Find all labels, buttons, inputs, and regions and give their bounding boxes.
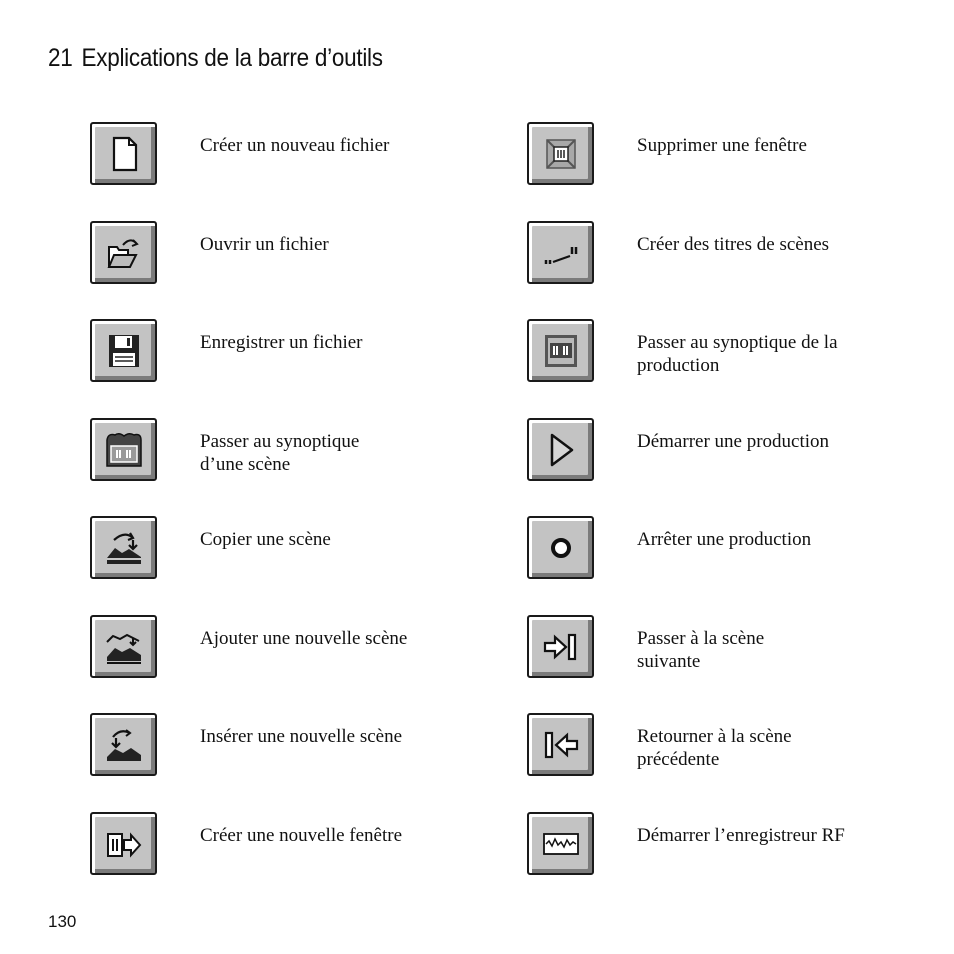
scene-storyboard-button[interactable] <box>90 418 157 481</box>
toolbar-entry <box>90 122 510 188</box>
toolbar-entry <box>527 418 947 484</box>
description-line: Copier une scène <box>200 529 331 550</box>
previous-scene-icon <box>541 725 581 765</box>
open-folder-button[interactable] <box>90 221 157 284</box>
delete-window-icon <box>541 134 581 174</box>
description-line: production <box>637 355 720 376</box>
scene-titles-icon <box>541 233 581 273</box>
next-scene-icon <box>541 627 581 667</box>
toolbar-entry <box>527 319 947 385</box>
description-line: d’une scène <box>200 454 291 475</box>
toolbar-entry-description <box>200 331 362 354</box>
toolbar-entry <box>527 516 947 582</box>
play-icon <box>541 430 581 470</box>
description-line: Créer un nouveau fichier <box>200 135 390 156</box>
stop-button[interactable] <box>527 516 594 579</box>
toolbar-entry <box>90 221 510 287</box>
page-title <box>48 44 383 73</box>
scene-titles-button[interactable] <box>527 221 594 284</box>
toolbar-entry <box>90 418 510 484</box>
insert-scene-button[interactable] <box>90 713 157 776</box>
copy-scene-icon <box>104 528 144 568</box>
toolbar-entry-description <box>200 233 329 256</box>
copy-scene-button[interactable] <box>90 516 157 579</box>
description-line: Enregistrer un fichier <box>200 332 363 353</box>
scene-storyboard-icon <box>104 430 144 470</box>
floppy-disk-button[interactable] <box>90 319 157 382</box>
toolbar-entry <box>527 615 947 681</box>
toolbar-entry-description <box>637 430 829 453</box>
chapter-number: 21 <box>48 44 73 72</box>
description-line: suivante <box>637 651 701 672</box>
toolbar-entry <box>527 122 947 188</box>
toolbar-entry-description <box>637 725 792 771</box>
description-line: Démarrer une production <box>637 431 830 452</box>
description-line: Passer au synoptique <box>200 431 360 452</box>
toolbar-entry-description <box>200 725 402 748</box>
rf-recorder-button[interactable] <box>527 812 594 875</box>
toolbar-entry <box>90 615 510 681</box>
new-file-icon <box>104 134 144 174</box>
toolbar-entry <box>90 812 510 878</box>
toolbar-entry-description <box>200 528 331 551</box>
description-line: Arrêter une production <box>637 529 812 550</box>
delete-window-button[interactable] <box>527 122 594 185</box>
toolbar-entry-description <box>637 331 838 377</box>
toolbar-entry <box>90 516 510 582</box>
toolbar-entry <box>527 221 947 287</box>
description-line: précédente <box>637 749 720 770</box>
description-line: Créer des titres de scènes <box>637 234 830 255</box>
toolbar-entry-description <box>200 824 402 847</box>
toolbar-entry-description <box>637 233 829 256</box>
new-window-icon <box>104 824 144 864</box>
description-line: Ajouter une nouvelle scène <box>200 628 408 649</box>
toolbar-entry <box>90 319 510 385</box>
production-storyboard-icon <box>541 331 581 371</box>
toolbar-entry <box>527 812 947 878</box>
toolbar-entry <box>527 713 947 779</box>
previous-scene-button[interactable] <box>527 713 594 776</box>
description-line: Démarrer l’enregistreur RF <box>637 825 845 846</box>
play-button[interactable] <box>527 418 594 481</box>
insert-scene-icon <box>104 725 144 765</box>
open-folder-icon <box>104 233 144 273</box>
page-number: 130 <box>48 912 77 931</box>
production-storyboard-button[interactable] <box>527 319 594 382</box>
chapter-title: Explications de la barre d’outils <box>81 44 383 72</box>
add-scene-button[interactable] <box>90 615 157 678</box>
toolbar-entry-description <box>200 430 359 476</box>
description-line: Retourner à la scène <box>637 726 792 747</box>
description-line: Supprimer une fenêtre <box>637 135 807 156</box>
toolbar-entry-description <box>200 134 389 157</box>
floppy-disk-icon <box>104 331 144 371</box>
description-line: Insérer une nouvelle scène <box>200 726 403 747</box>
new-window-button[interactable] <box>90 812 157 875</box>
toolbar-entry-description <box>637 627 764 673</box>
toolbar-entry-description <box>637 528 811 551</box>
toolbar-entry-description <box>637 824 845 847</box>
next-scene-button[interactable] <box>527 615 594 678</box>
description-line: Ouvrir un fichier <box>200 234 329 255</box>
add-scene-icon <box>104 627 144 667</box>
description-line: Passer au synoptique de la <box>637 332 838 353</box>
toolbar-entry <box>90 713 510 779</box>
toolbar-entry-description <box>200 627 407 650</box>
description-line: Passer à la scène <box>637 628 765 649</box>
new-file-button[interactable] <box>90 122 157 185</box>
description-line: Créer une nouvelle fenêtre <box>200 825 403 846</box>
stop-icon <box>541 528 581 568</box>
toolbar-entry-description <box>637 134 807 157</box>
rf-recorder-icon <box>541 824 581 864</box>
